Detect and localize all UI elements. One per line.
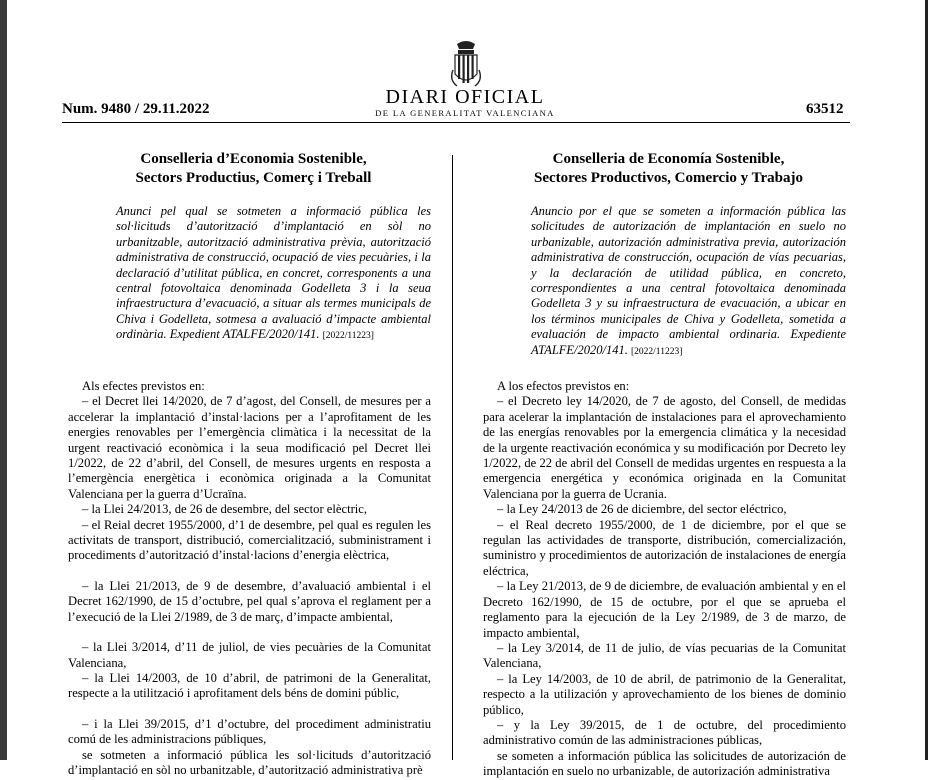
paragraph: – la Ley 14/2003, de 10 de abril, de patrimonio de la Generalitat, respecto a la utilización y aprovechamiento de los bienes de dominio público, [483,671,846,717]
left-edge-bar [0,0,7,760]
heading-line-2: Sectores Productivos, Comercio y Trabajo [534,170,803,186]
paragraph: Als efectes previstos en: [82,379,205,393]
summary-text: Anuncio por el que se someten a información pública las solicitudes de autorización de implantación en suelo no urbanizable, autorización administrativa previa, autorización administrativa de construcción, ocupación de vías pecuarias, y la declaración de utilidad pública, en concreto, correspondientes a una central fotovoltaica denominada Godelleta 3 y su infraestructura de evacuación, a ubicar en los términos municipales de Chiva y Godelleta, sometida a evaluación de impacto ambiental ordinaria. Expediente ATALFE/2020/141. [531,204,846,357]
paragraph: – y la Ley 39/2015, de 1 de octubre, del procedimiento administrativo común de las administraciones públicas, [483,717,846,748]
section-heading [491,150,846,188]
paragraph: – la Llei 14/2003, de 10 d’abril, de patrimoni de la Generalitat, respecte a la utilització i aprofitament dels béns de domini públic, [68,670,431,701]
summary-text: Anunci pel qual se sotmeten a informació pública les sol·licituds d’autorització d’implantació en sòl no urbanitzable, autorització administrativa prèvia, autorització administrativa de construcció, ocupació de vies pecuàries, i la declaració d’utilitat pública, en concret, corresponents a una central fotovoltaica denominada Godelleta 3 i la seua infraestructura d’evacuació, a situar als termes municipals de Chiva i Godelleta, sotmesa a avaluació d’impacte ambiental ordinària. Expedient ATALFE/2020/141. [116,204,431,342]
paragraph: – i la Llei 39/2015, d’1 d’octubre, del procediment administratiu comú de les administracions públiques, [68,716,431,747]
announcement-summary [116,204,431,345]
header-rule [62,122,850,123]
paragraph: – la Ley 24/2013 de 26 de diciembre, del sector eléctrico, [497,502,787,517]
masthead [360,86,570,119]
paragraph: – el Reial decret 1955/2000, d’1 de desembre, pel qual es regulen les activitats de transport, distribució, comercialització, subministrament i procediments d’autorització d’instal·lacions d’energia elèctrica, [68,517,431,563]
paragraph: – la Ley 3/2014, de 11 de julio, de vías pecuarias de la Comunitat Valenciana, [483,640,846,671]
generalitat-crest-icon [449,40,483,92]
reference-code: [2022/11223] [322,331,374,342]
heading-line-1: Conselleria d’Economia Sostenible, [140,151,367,167]
paragraph: se someten a información pública las solicitudes de autorización de implantación en suelo no urbanizable, de autorización administrativa [483,748,846,779]
heading-line-1: Conselleria de Economía Sostenible, [552,151,785,167]
announcement-summary [531,204,846,360]
paragraph: – el Decret llei 14/2020, de 7 d’agost, del Consell, de mesures per a accelerar la implantació d’instal·lacions per a l’aprofitament de les energies renovables per l’emergència climàtica i la necessitat de la urgent reactivació econòmica i la seua modificació pel Decret llei 1/2022, de 22 d’abril, del Consell, de mesures urgents en resposta a l’emergència energètica i econòmica originada a la Comunitat Valenciana per la guerra d’Ucraïna. [68,394,431,501]
column-spanish [483,150,846,779]
paragraph: – la Llei 3/2014, d’11 de juliol, de vies pecuàries de la Comunitat Valenciana, [68,640,431,670]
paragraph: – la Ley 21/2013, de 9 de diciembre, de evaluación ambiental y en el Decreto 162/1990, de 15 de octubre, por el que se aprueba el reglamento para la ejecución de la Ley 2/1989, de 3 de marzo, de impacto ambiental, [483,579,846,640]
paragraph: – la Llei 21/2013, de 9 de desembre, d’avaluació ambiental i el Decret 162/1990, de 15 d’octubre, pel qual s’aprova el reglament per a l’execució de la Llei 2/1989, de 3 de març, d’impacte ambiental, [68,578,431,624]
issue-number: Num. 9480 / 29.11.2022 [62,101,210,117]
column-divider [452,155,453,760]
heading-line-2: Sectors Productius, Comerç i Treball [135,170,372,186]
body-text [68,379,431,778]
paragraph: – la Llei 24/2013, de 26 de desembre, del sector elèctric, [82,502,368,517]
paragraph: se sotmeten a informació pública les sol·licituds d’autorització d’implantació en sòl no urbanitzable, d’autorització administrativa prè [68,747,431,777]
paragraph: – el Real decreto 1955/2000, de 1 de diciembre, por el que se regulan las actividades de transporte, distribución, comercialización, suministro y procedimientos de autorización de instalaciones de energía eléctrica, [483,517,846,578]
masthead-subtitle: DE LA GENERALITAT VALENCIANA [375,108,555,118]
body-text [483,379,846,780]
paragraph: – el Decreto ley 14/2020, de 7 de agosto, del Consell, de medidas para acelerar la implantación de instalaciones para el aprovechamiento de las energías renovables por la emergencia climática y la necesidad de la urgente reactivación económica y su modificación por Decreto ley 1/2022, de 22 de abril del Consell de medidas urgentes en respuesta a la emergencia energética y económica originada en la Comunitat Valenciana por la guerra de Ucrania. [483,394,846,501]
paragraph: A los efectos previstos en: [497,379,630,393]
reference-code: [2022/11223] [631,346,683,357]
section-heading [76,150,431,188]
column-valencian [68,150,431,777]
page-number: 63512 [806,101,844,117]
masthead-title: DIARI OFICIAL [385,86,545,108]
